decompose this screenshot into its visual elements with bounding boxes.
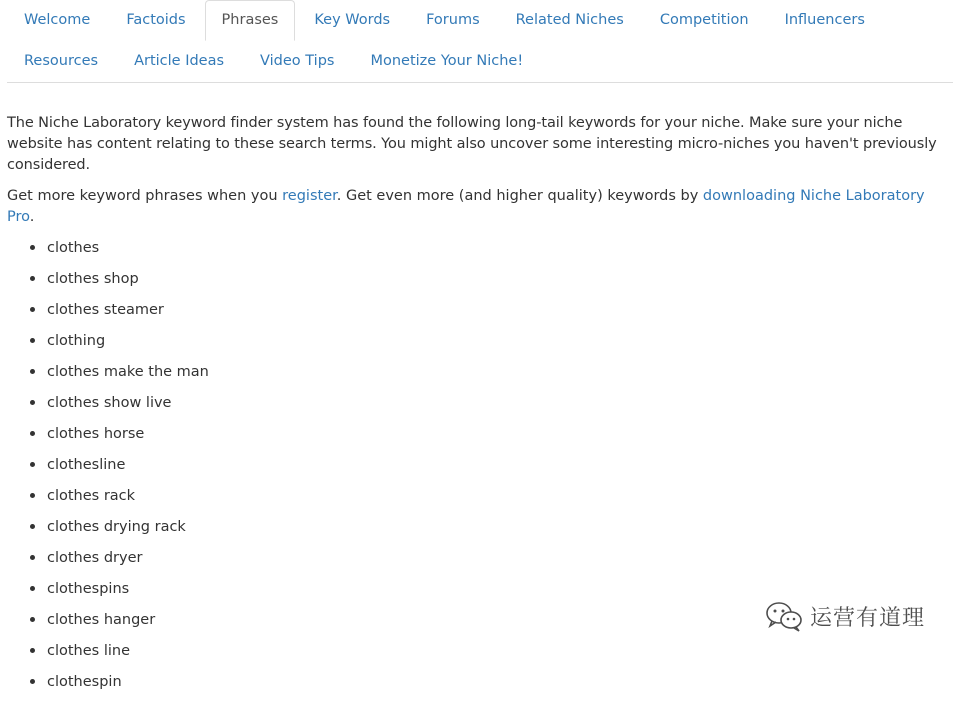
register-link[interactable]: register bbox=[282, 188, 337, 204]
keyword-text: clothes horse bbox=[47, 426, 145, 442]
keyword-text: clothes line bbox=[47, 643, 130, 659]
keyword-text: clothing bbox=[47, 333, 106, 349]
bullet-icon bbox=[30, 648, 35, 653]
more-prefix: Get more keyword phrases when you bbox=[7, 188, 283, 204]
bullet-icon bbox=[30, 338, 35, 343]
keyword-text: clothespins bbox=[47, 581, 130, 597]
bullet-icon bbox=[30, 307, 35, 312]
bullet-icon bbox=[30, 369, 35, 374]
more-suffix: . bbox=[29, 209, 35, 225]
keyword-list bbox=[7, 238, 951, 703]
intro-text: The Niche Laboratory keyword finder system has found the following long-tail keywords for your niche. Make sure your niche website has content relating to these search terms. You might also uncover some interesting micro-niches you haven't previously considered. bbox=[7, 115, 937, 173]
tab-factoids[interactable]: Factoids bbox=[126, 12, 186, 28]
keyword-text: clothes bbox=[47, 240, 100, 256]
keyword-item bbox=[47, 424, 951, 455]
keyword-text: clothesline bbox=[47, 457, 126, 473]
bullet-icon bbox=[30, 493, 35, 498]
bullet-icon bbox=[30, 617, 35, 622]
watermark bbox=[764, 600, 925, 632]
bullet-icon bbox=[30, 276, 35, 281]
download-pro-link[interactable]: downloading Niche Laboratory Pro bbox=[7, 188, 925, 225]
keyword-item bbox=[47, 269, 951, 300]
keyword-text: clothes show live bbox=[47, 395, 172, 411]
keyword-text: clothes steamer bbox=[47, 302, 164, 318]
tab-key-words[interactable]: Key Words bbox=[314, 12, 391, 28]
tab-bar bbox=[7, 0, 953, 83]
tab-row-1 bbox=[7, 0, 884, 40]
keyword-item bbox=[47, 393, 951, 424]
tab-row-2 bbox=[7, 41, 542, 81]
keyword-text: clothes dryer bbox=[47, 550, 143, 566]
tab-article-ideas[interactable]: Article Ideas bbox=[134, 53, 225, 69]
keyword-item bbox=[47, 300, 951, 331]
keyword-item bbox=[47, 362, 951, 393]
tab-welcome[interactable]: Welcome bbox=[24, 12, 91, 28]
bullet-icon bbox=[30, 400, 35, 405]
bullet-icon bbox=[30, 679, 35, 684]
more-keywords-text bbox=[7, 186, 951, 228]
tab-related-niches[interactable]: Related Niches bbox=[515, 12, 624, 28]
keyword-item bbox=[47, 486, 951, 517]
keyword-item bbox=[47, 641, 951, 672]
bullet-icon bbox=[30, 431, 35, 436]
keyword-text: clothes rack bbox=[47, 488, 136, 504]
bullet-icon bbox=[30, 586, 35, 591]
more-middle: . Get even more (and higher quality) keywords by bbox=[336, 188, 703, 204]
tab-forums[interactable]: Forums bbox=[426, 12, 480, 28]
wechat-icon bbox=[764, 600, 804, 632]
bullet-icon bbox=[30, 524, 35, 529]
bullet-icon bbox=[30, 245, 35, 250]
keyword-item bbox=[47, 331, 951, 362]
keyword-item bbox=[47, 517, 951, 548]
keyword-item bbox=[47, 548, 951, 579]
tab-video-tips[interactable]: Video Tips bbox=[260, 53, 335, 69]
keyword-text: clothes hanger bbox=[47, 612, 156, 628]
keyword-text: clothes make the man bbox=[47, 364, 209, 380]
keyword-item bbox=[47, 238, 951, 269]
tab-phrases[interactable]: Phrases bbox=[205, 0, 296, 41]
keyword-item bbox=[47, 672, 951, 703]
tab-resources[interactable]: Resources bbox=[24, 53, 99, 69]
keyword-text: clothespin bbox=[47, 674, 122, 690]
tab-influencers[interactable]: Influencers bbox=[784, 12, 865, 28]
tab-monetize-your-niche[interactable]: Monetize Your Niche! bbox=[370, 53, 524, 69]
keyword-text: clothes shop bbox=[47, 271, 139, 287]
keyword-text: clothes drying rack bbox=[47, 519, 186, 535]
keyword-item bbox=[47, 455, 951, 486]
bullet-icon bbox=[30, 555, 35, 560]
bullet-icon bbox=[30, 462, 35, 467]
watermark-text: 运营有道理 bbox=[810, 605, 926, 631]
tab-competition[interactable]: Competition bbox=[659, 12, 749, 28]
